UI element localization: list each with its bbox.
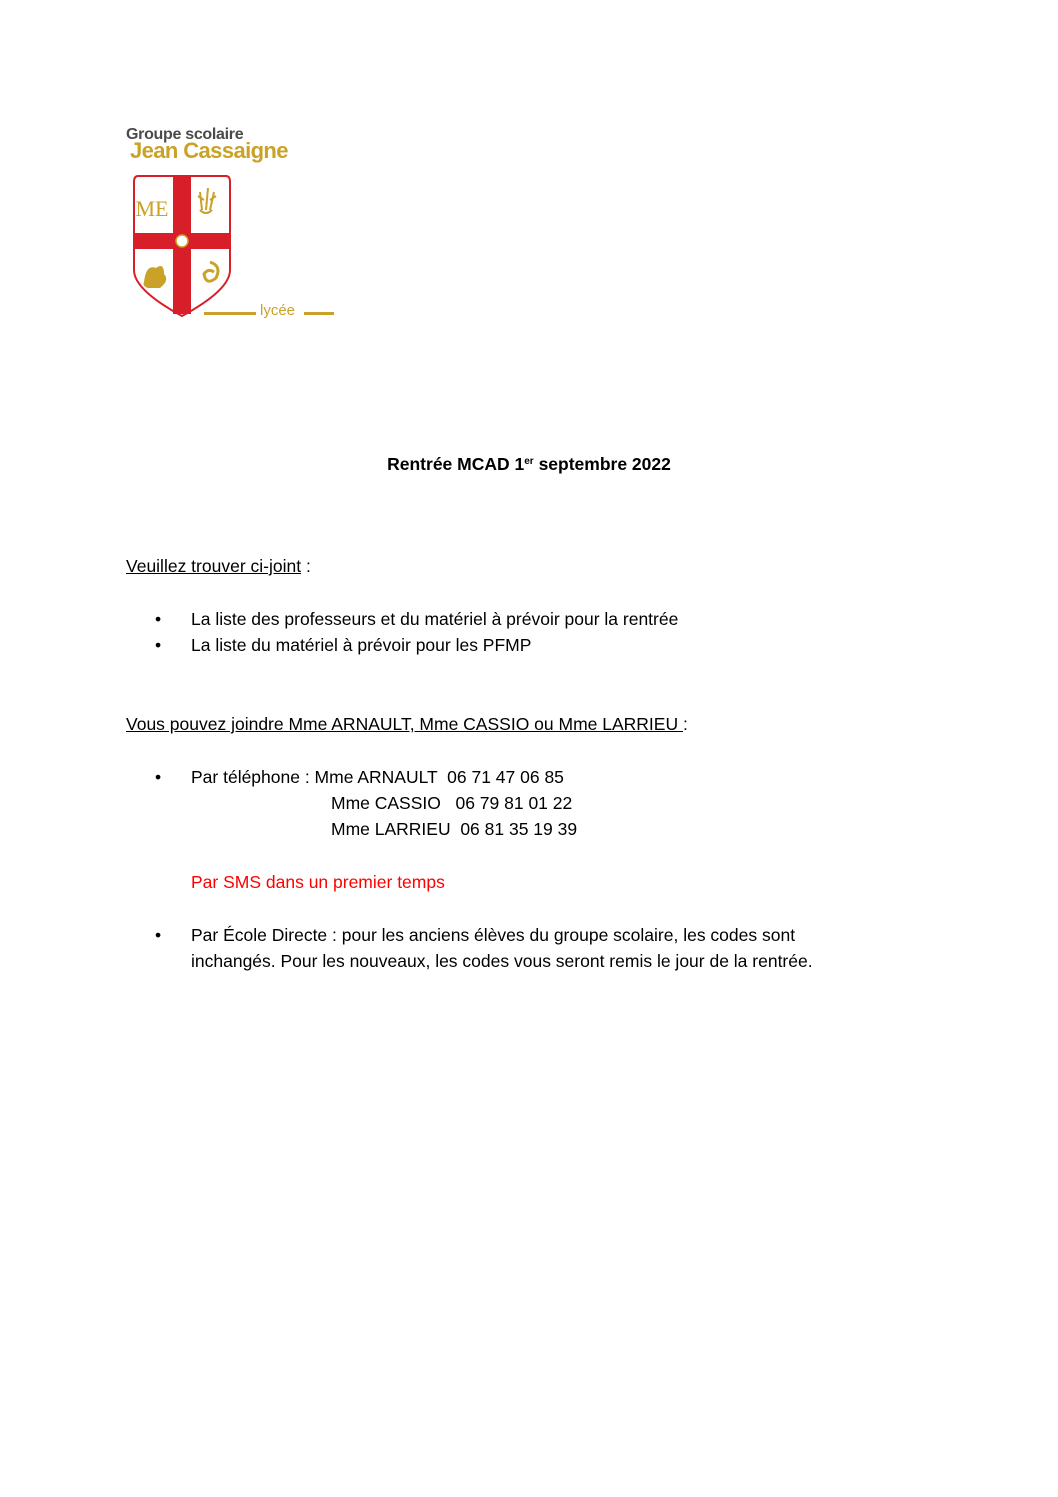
- list-item: [152, 764, 912, 790]
- logo-line-2: Jean Cassaigne: [130, 138, 288, 163]
- attachments-list: [152, 606, 912, 658]
- list-item: [152, 922, 912, 974]
- list-item-text: La liste des professeurs et du matériel à prévoir pour la rentrée: [191, 609, 679, 629]
- ecole-directe-line-2: inchangés. Pour les nouveaux, les codes vous seront remis le jour de la rentrée.: [191, 951, 813, 971]
- ecole-directe-line-1: Par École Directe : pour les anciens élèves du groupe scolaire, les codes sont: [191, 925, 796, 945]
- section2-heading: [126, 711, 688, 737]
- tagline-rule-right: [304, 312, 334, 315]
- logo-tagline: [204, 302, 334, 322]
- tagline-text: lycée: [260, 302, 296, 319]
- logo-line-1: Groupe scolaire: [126, 126, 244, 143]
- sms-note: Par SMS dans un premier temps: [191, 872, 445, 892]
- svg-text:ME: ME: [135, 196, 169, 221]
- title-main: Rentrée MCAD 1: [387, 454, 525, 474]
- section2-heading-suffix: :: [682, 714, 688, 734]
- title-rest: septembre 2022: [533, 454, 671, 474]
- section1-heading: [126, 553, 311, 579]
- page-title: [0, 449, 1058, 477]
- bullet-icon: •: [155, 925, 162, 945]
- bullet-icon: •: [155, 635, 162, 655]
- bullet-icon: •: [155, 609, 162, 629]
- tagline-rule-left: [204, 312, 256, 315]
- section1-heading-suffix: :: [301, 556, 311, 576]
- phone-line-larrieu: Mme LARRIEU 06 81 35 19 39: [331, 819, 578, 839]
- contact-phone-list: [152, 764, 912, 790]
- phone-intro-text: Par téléphone : Mme ARNAULT 06 71 47 06 85: [191, 767, 564, 787]
- section1-heading-text: Veuillez trouver ci-joint: [126, 556, 302, 576]
- ecole-directe-list: [152, 922, 912, 974]
- bullet-icon: •: [155, 767, 162, 787]
- list-item-text: La liste du matériel à prévoir pour les PFMP: [191, 635, 532, 655]
- list-item: [152, 606, 912, 632]
- section2-heading-text: Vous pouvez joindre Mme ARNAULT, Mme CASSIO ou Mme LARRIEU: [126, 714, 683, 734]
- list-item: [152, 632, 912, 658]
- school-logo: [126, 124, 346, 324]
- crest-shield-icon: [130, 170, 234, 320]
- title-superscript: er: [524, 456, 534, 467]
- phone-line-cassio: Mme CASSIO 06 79 81 01 22: [331, 793, 573, 813]
